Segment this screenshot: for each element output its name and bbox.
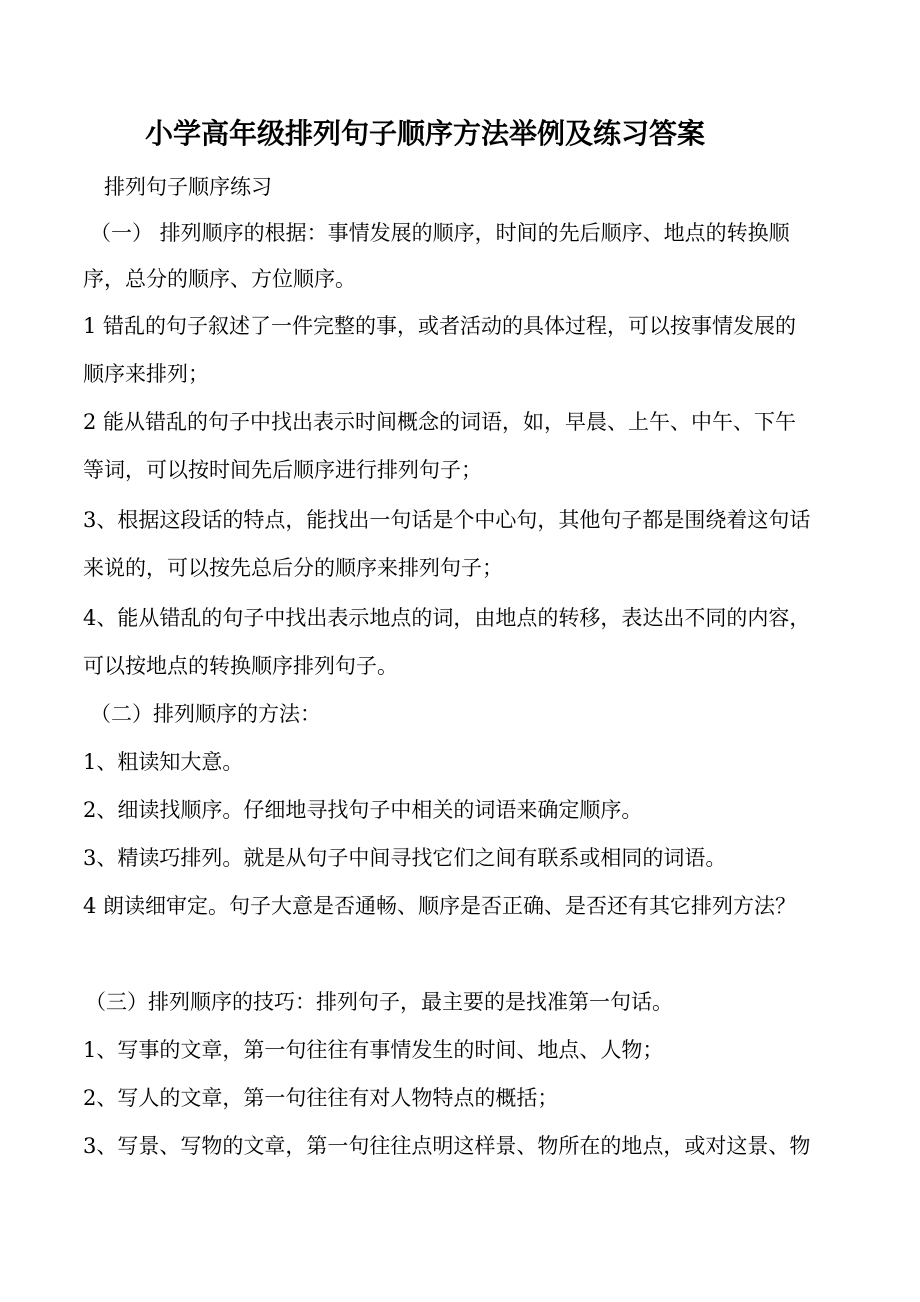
list-item: 1、粗读知大意。 xyxy=(83,750,244,774)
list-item: 3、精读巧排列。就是从句子中间寻找它们之间有联系或相同的词语。 xyxy=(83,846,727,870)
paragraph-line: （一） 排列顺序的根据：事情发展的顺序，时间的先后顺序、地点的转换顺 xyxy=(90,221,790,245)
paragraph-line: 3、根据这段话的特点，能找出一句话是个中心句，其他句子都是围绕着这句话 xyxy=(83,508,811,532)
paragraph-line: 顺序来排列； xyxy=(83,362,209,386)
paragraph-line: 1 错乱的句子叙述了一件完整的事，或者活动的具体过程，可以按事情发展的 xyxy=(83,314,797,338)
list-item: 2、细读找顺序。仔细地寻找句子中相关的词语来确定顺序。 xyxy=(83,798,643,822)
section-heading: （二）排列顺序的方法： xyxy=(90,702,321,726)
paragraph-line: 来说的，可以按先总后分的顺序来排列句子； xyxy=(83,556,503,580)
document-title: 小学高年级排列句子顺序方法举例及练习答案 xyxy=(145,117,706,150)
section-heading: （三）排列顺序的技巧：排列句子，最主要的是找准第一句话。 xyxy=(85,990,673,1014)
paragraph-line: 4、能从错乱的句子中找出表示地点的词，由地点的转移，表达出不同的内容， xyxy=(83,606,811,630)
section-heading: 排列句子顺序练习 xyxy=(104,175,272,199)
list-item: 4 朗读细审定。句子大意是否通畅、顺序是否正确、是否还有其它排列方法？ xyxy=(83,894,797,918)
list-item: 2、写人的文章，第一句往往有对人物特点的概括； xyxy=(83,1086,559,1110)
list-item: 1、写事的文章，第一句往往有事情发生的时间、地点、人物； xyxy=(83,1038,664,1062)
list-item: 3、写景、写物的文章，第一句往往点明这样景、物所在的地点，或对这景、物 xyxy=(83,1134,811,1158)
paragraph-line: 序，总分的顺序、方位顺序。 xyxy=(83,267,356,291)
paragraph-line: 2 能从错乱的句子中找出表示时间概念的词语，如，早晨、上午、中午、下午 xyxy=(83,410,797,434)
paragraph-line: 等词，可以按时间先后顺序进行排列句子； xyxy=(83,458,482,482)
paragraph-line: 可以按地点的转换顺序排列句子。 xyxy=(83,654,398,678)
